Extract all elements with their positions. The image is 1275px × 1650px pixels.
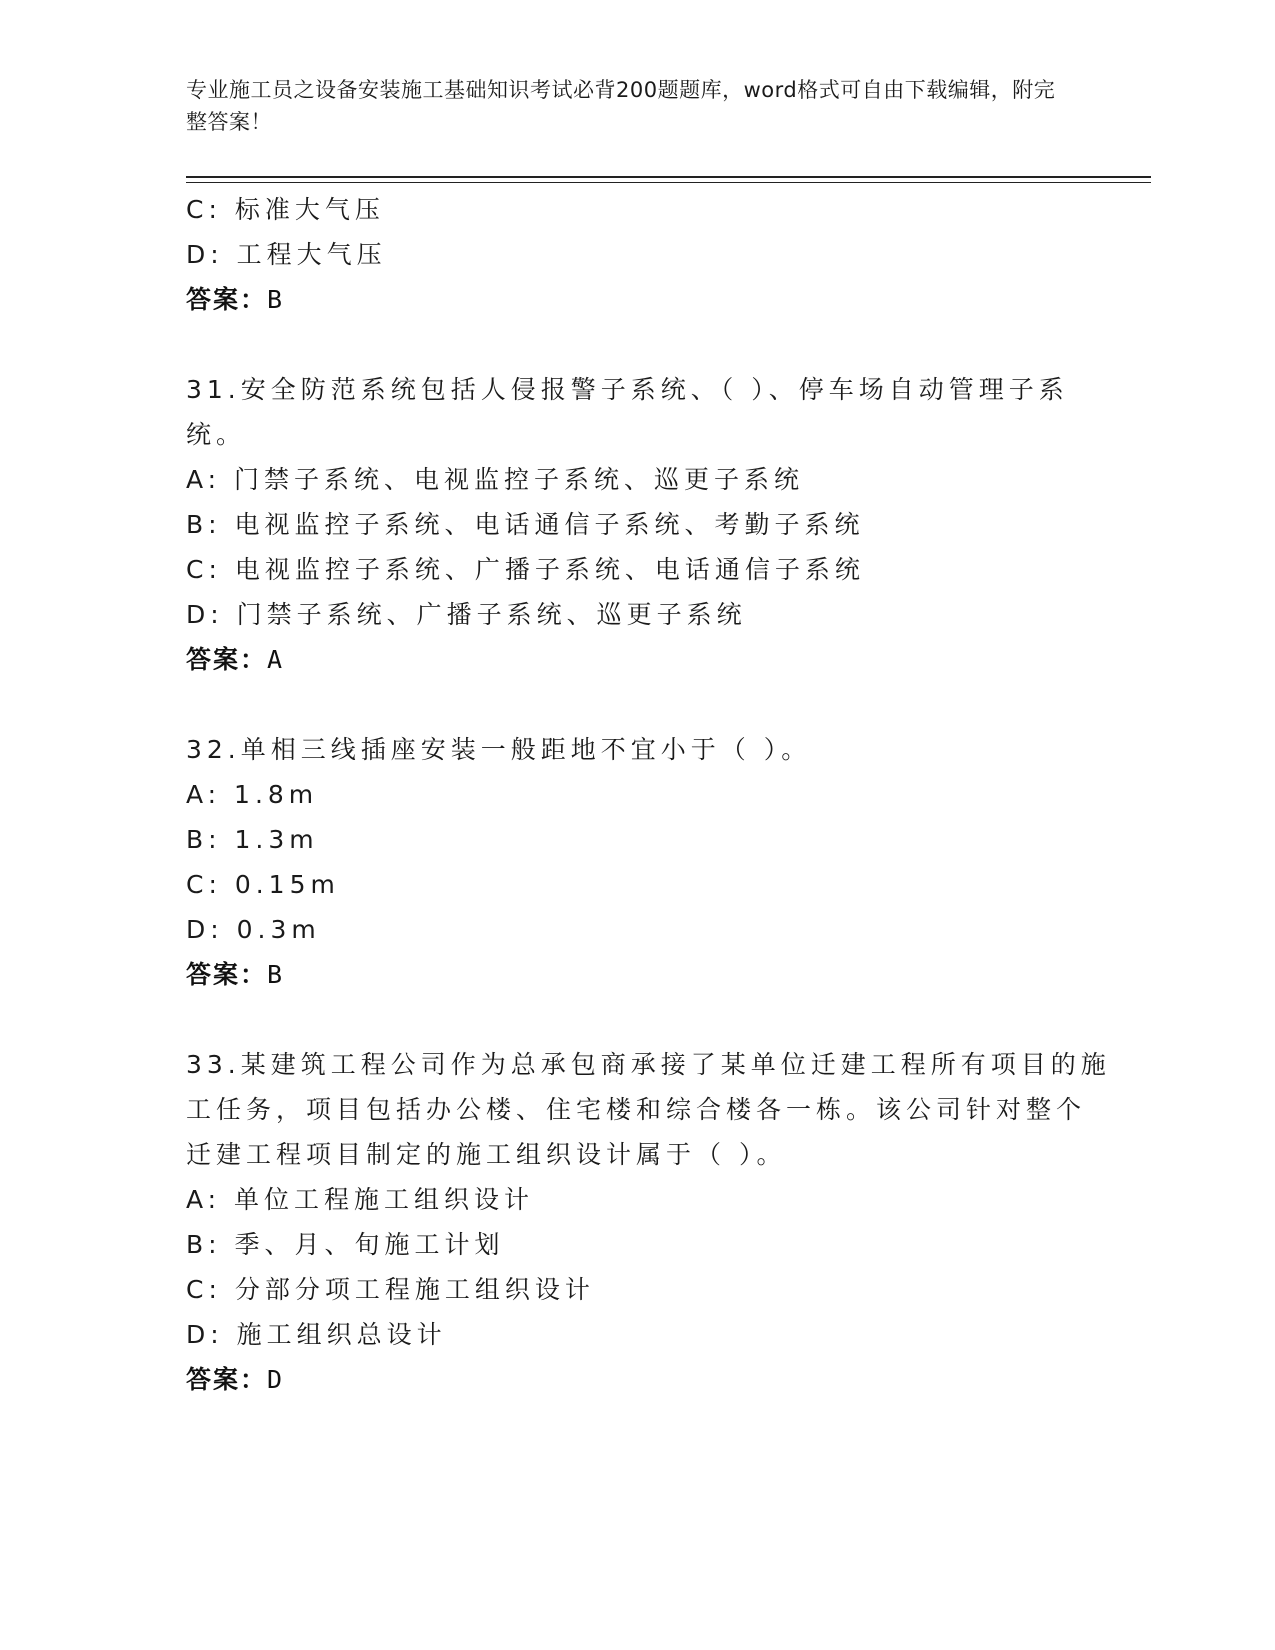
- question-stem: 31.安全防范系统包括人侵报警子系统、（ ）、停车场自动管理子系: [186, 375, 1069, 404]
- answer-value: B: [267, 285, 285, 314]
- option-c: C: 0.15m: [186, 870, 340, 899]
- option-b: B: 电视监控子系统、电话通信子系统、考勤子系统: [186, 510, 865, 539]
- answer-label: 答案：: [186, 285, 268, 314]
- header-divider-thick: [186, 176, 1151, 178]
- option-c: C: 标准大气压: [186, 195, 385, 224]
- option-c: C: 电视监控子系统、广播子系统、电话通信子系统: [186, 555, 865, 584]
- answer-line: [186, 957, 284, 993]
- option-b: B: 季、月、旬施工计划: [186, 1230, 505, 1259]
- option-a: A: 1.8m: [186, 780, 319, 809]
- option-d: D: 0.3m: [186, 915, 321, 944]
- answer-value: A: [267, 645, 285, 674]
- option-d: D: 工程大气压: [186, 240, 387, 269]
- document-header: 专业施工员之设备安装施工基础知识考试必背200题题库，word格式可自由下载编辑，附完整答案！: [186, 78, 1056, 134]
- option-d: D: 门禁子系统、广播子系统、巡更子系统: [186, 600, 747, 629]
- answer-line: [186, 282, 284, 318]
- question-stem: 33.某建筑工程公司作为总承包商承接了某单位迁建工程所有项目的施: [186, 1050, 1111, 1079]
- question-stem: 统。: [186, 420, 247, 449]
- option-a: A: 门禁子系统、电视监控子系统、巡更子系统: [186, 465, 805, 494]
- answer-label: 答案：: [186, 960, 268, 989]
- question-stem: 32.单相三线插座安装一般距地不宜小于（ ）。: [186, 735, 812, 764]
- answer-line: [186, 1362, 284, 1398]
- option-b: B: 1.3m: [186, 825, 319, 854]
- answer-value: B: [267, 960, 285, 989]
- option-a: A: 单位工程施工组织设计: [186, 1185, 535, 1214]
- option-d: D: 施工组织总设计: [186, 1320, 447, 1349]
- header-divider-thin: [186, 182, 1151, 183]
- answer-line: [186, 642, 284, 678]
- question-stem: 迁建工程项目制定的施工组织设计属于（ ）。: [186, 1140, 787, 1169]
- question-stem: 工任务，项目包括办公楼、住宅楼和综合楼各一栋。该公司针对整个: [186, 1095, 1087, 1124]
- answer-label: 答案：: [186, 645, 268, 674]
- option-c: C: 分部分项工程施工组织设计: [186, 1275, 595, 1304]
- answer-label: 答案：: [186, 1365, 268, 1394]
- answer-value: D: [267, 1365, 285, 1394]
